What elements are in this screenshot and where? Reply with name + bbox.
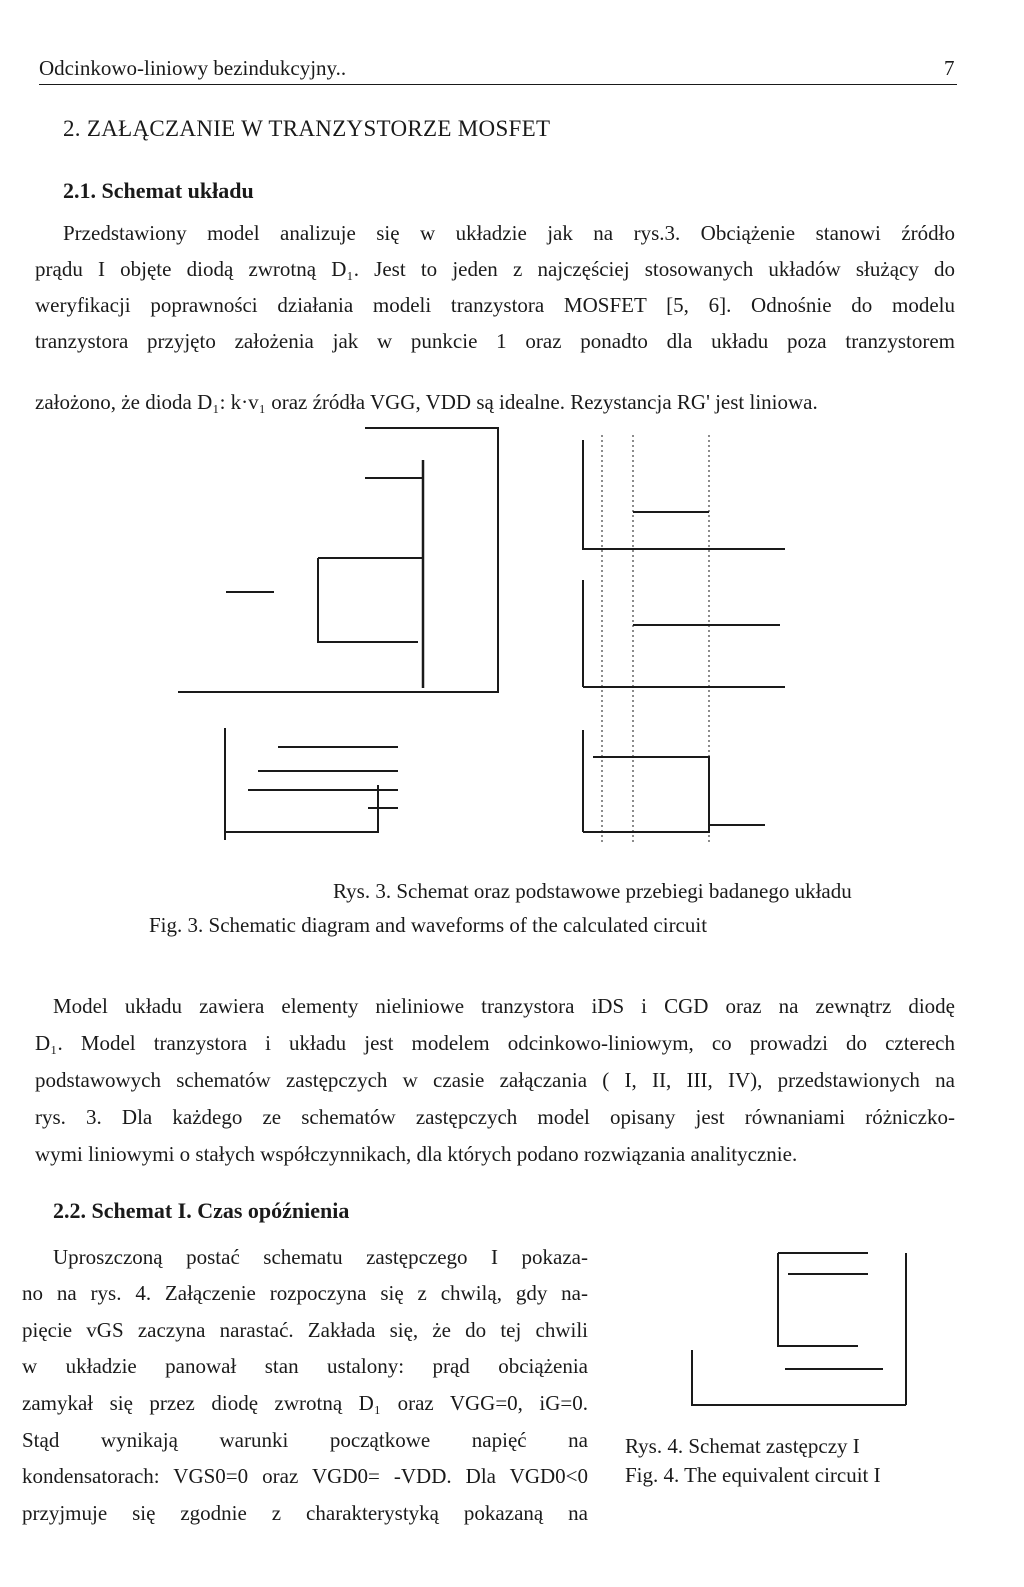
circuit-wire — [778, 1253, 858, 1346]
figure-3-caption-en: Fig. 3. Schematic diagram and waveforms of the calculated circuit — [149, 913, 708, 937]
section-title: 2. ZAŁĄCZANIE W TRANZYSTORZE MOSFET — [63, 116, 551, 141]
figure-3-schematic — [170, 420, 500, 840]
circuit-wire — [692, 1350, 906, 1405]
schematic-wire — [318, 558, 418, 642]
para2-line-3: podstawowych schematów zastępczych w czasie załączania ( I, II, III, IV), przedstawionych na — [35, 1068, 955, 1092]
para2-line-2: D₁. Model tranzystora i układu jest modelem odcinkowo-liniowym, co prowadzi do czterech — [35, 1031, 955, 1055]
figure-4-caption-en: Fig. 4. The equivalent circuit I — [625, 1463, 881, 1487]
running-title: Odcinkowo-liniowy bezindukcyjny.. — [39, 56, 347, 80]
schematic-wire — [178, 428, 498, 692]
para3-line-3: pięcie vGS zaczyna narastać. Zakłada się, że do tej chwili — [22, 1318, 588, 1342]
para2-line-4: rys. 3. Dla każdego ze schematów zastępczych model opisany jest równaniami różniczko- — [35, 1105, 955, 1129]
subsection-title-2: 2.2. Schemat I. Czas opóźnienia — [53, 1198, 350, 1223]
para2-line-5: wymi liniowymi o stałych współczynnikach, dla których podano rozwiązania analitycznie. — [35, 1142, 798, 1166]
subsection-title-1: 2.1. Schemat układu — [63, 178, 254, 203]
para1-line-3: weryfikacji poprawności działania modeli tranzystora MOSFET [5, 6]. Odnośnie do modelu — [35, 293, 955, 317]
para3-line-8: przyjmuje się zgodnie z charakterystyką pokazaną na — [22, 1501, 588, 1525]
para1-line-5: założono, że dioda D₁: k·v₁ oraz źródła VGG, VDD są idealne. Rezystancja RG' jest liniowa. — [35, 390, 818, 414]
para2-line-1: Model układu zawiera elementy nieliniowe tranzystora iDS i CGD oraz na zewnątrz diodę — [53, 994, 955, 1018]
para1-line-2: prądu I objęte diodą zwrotną D₁. Jest to jeden z najczęściej stosowanych układów służący do — [35, 257, 955, 281]
para3-line-6: Stąd wynikają warunki początkowe napięć na — [22, 1428, 588, 1452]
figure-3-waveforms — [575, 435, 795, 845]
header-rule — [39, 84, 957, 85]
para3-line-1: Uproszczoną postać schematu zastępczego I pokaza- — [53, 1245, 588, 1269]
para3-line-4: w układzie panował stan ustalony: prąd obciążenia — [22, 1354, 588, 1378]
para3-line-5: zamykał się przez diodę zwrotną D₁ oraz VGG=0, iG=0. — [22, 1391, 588, 1415]
page-number: 7 — [944, 56, 955, 80]
para1-line-1: Przedstawiony model analizuje się w układzie jak na rys.3. Obciążenie stanowi źródło — [63, 221, 955, 245]
figure-3-caption-pl: Rys. 3. Schemat oraz podstawowe przebiegi badanego układu — [333, 879, 852, 903]
para1-line-4: tranzystora przyjęto założenia jak w punkcie 1 oraz ponadto dla układu poza tranzystorem — [35, 329, 955, 353]
figure-4-caption-pl: Rys. 4. Schemat zastępczy I — [625, 1434, 860, 1458]
schematic-wire — [225, 785, 378, 832]
para3-line-7: kondensatorach: VGS0=0 oraz VGD0= -VDD. Dla VGD0<0 — [22, 1464, 588, 1488]
para3-line-2: no na rys. 4. Załączenie rozpoczyna się z chwilą, gdy na- — [22, 1281, 588, 1305]
figure-4-equivalent-circuit — [688, 1245, 918, 1415]
